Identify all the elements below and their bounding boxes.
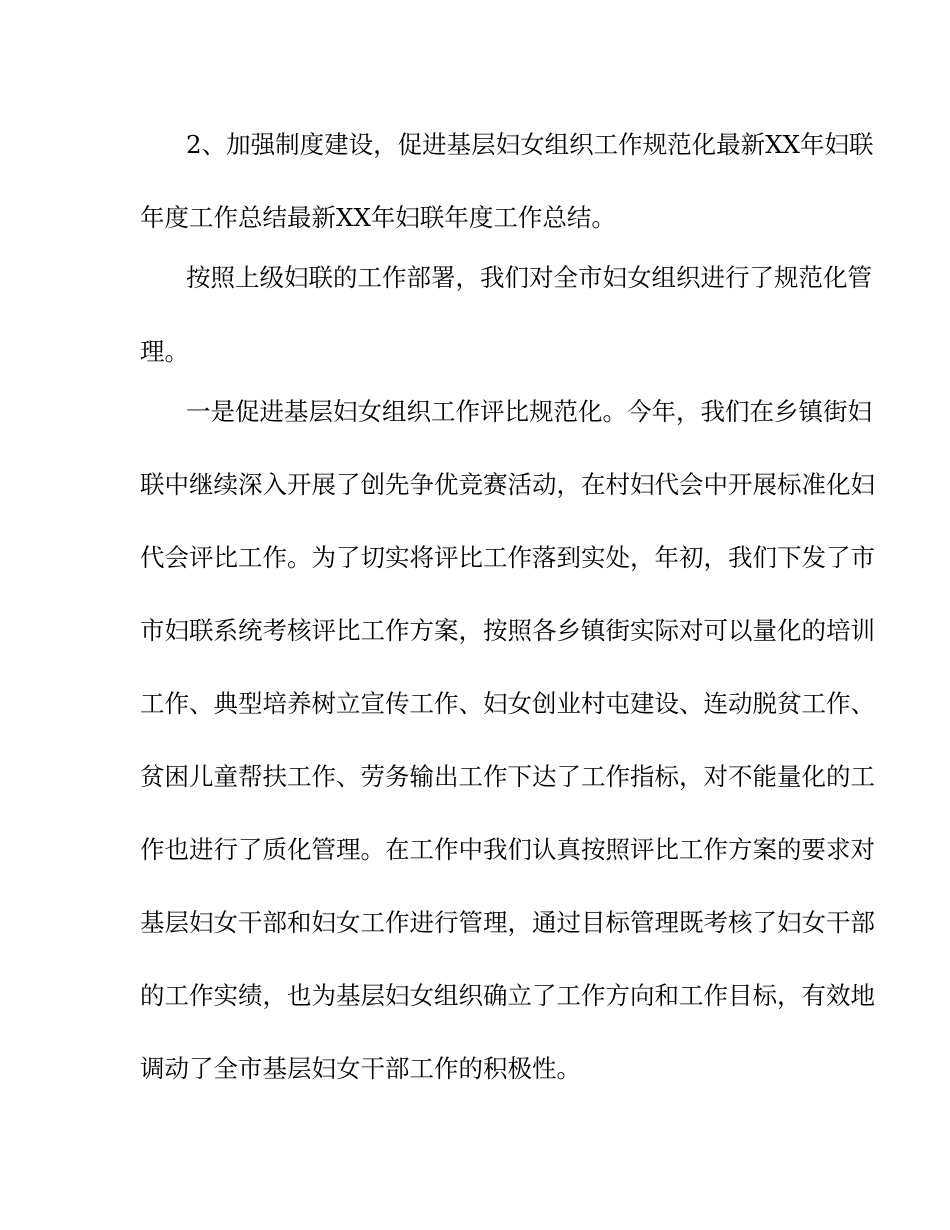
paragraph-2-line-2: 理。 [140, 337, 189, 366]
paragraph-3-line-7: 作也进行了质化管理。在工作中我们认真按照评比工作方案的要求对 [140, 835, 875, 864]
paragraph-3-line-4: 市妇联系统考核评比工作方案，按照各乡镇街实际对可以量化的培训 [140, 616, 875, 645]
paragraph-3-line-3: 代会评比工作。为了切实将评比工作落到实处，年初，我们下发了市 [140, 543, 875, 572]
paragraph-3-line-10: 调动了全市基层妇女干部工作的积极性。 [140, 1054, 581, 1083]
paragraph-3-line-1: 一是促进基层妇女组织工作评比规范化。今年，我们在乡镇街妇 [186, 397, 872, 426]
paragraph-3-line-2: 联中继续深入开展了创先争优竞赛活动，在村妇代会中开展标准化妇 [140, 470, 875, 499]
paragraph-3-line-9: 的工作实绩，也为基层妇女组织确立了工作方向和工作目标，有效地 [140, 981, 875, 1010]
paragraph-3-line-8: 基层妇女干部和妇女工作进行管理，通过目标管理既考核了妇女干部 [140, 908, 875, 937]
paragraph-2-line-1: 按照上级妇联的工作部署，我们对全市妇女组织进行了规范化管 [186, 263, 872, 292]
paragraph-1-line-2: 年度工作总结最新XX年妇联年度工作总结。 [140, 203, 616, 232]
paragraph-3-line-5: 工作、典型培养树立宣传工作、妇女创业村屯建设、连动脱贫工作、 [140, 689, 875, 718]
paragraph-3-line-6: 贫困儿童帮扶工作、劳务输出工作下达了工作指标，对不能量化的工 [140, 762, 875, 791]
paragraph-1-line-1: 2、加强制度建设，促进基层妇女组织工作规范化最新XX年妇联 [186, 130, 874, 159]
